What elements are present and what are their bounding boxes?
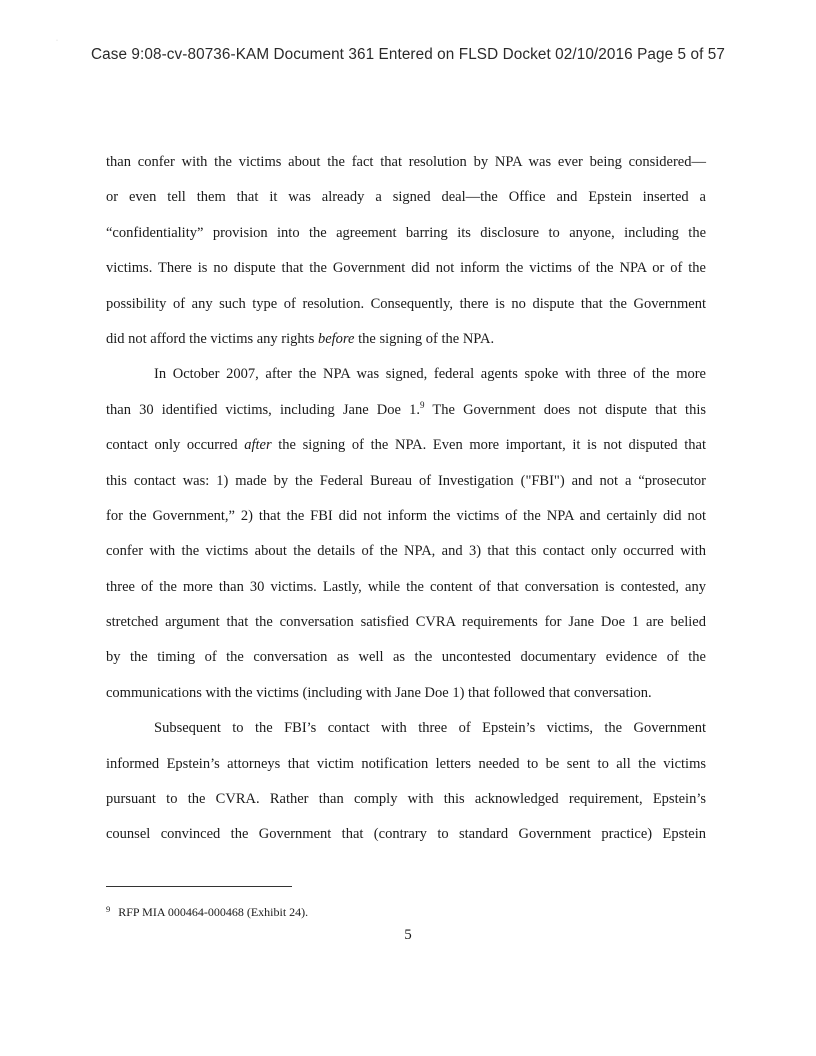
scan-artifact-mark: ·: [56, 38, 58, 44]
text-run: the signing of the NPA. Even more important, it is not disputed that: [271, 437, 707, 454]
paragraph-line: possibility of any such type of resolution. Consequently, there is no dispute that the Government: [106, 295, 706, 312]
paragraph-line: victims. There is no dispute that the Government did not inform the victims of the NPA or of the: [106, 260, 706, 277]
paragraph-line: this contact was: 1) made by the Federal Bureau of Investigation ("FBI") and not a “prosecutor: [106, 472, 706, 489]
paragraph-line: stretched argument that the conversation satisfied CVRA requirements for Jane Doe 1 are belied: [106, 614, 706, 631]
text-run: The Government does not dispute that this: [424, 401, 706, 418]
paragraph-line: informed Epstein’s attorneys that victim notification letters needed to be sent to all the victims: [106, 755, 706, 772]
body-text: [106, 145, 706, 853]
text-run: contact only occurred: [106, 437, 245, 454]
paragraph-line: or even tell them that it was already a signed deal—the Office and Epstein inserted a: [106, 189, 706, 206]
paragraph-line: than confer with the victims about the fact that resolution by NPA was ever being considered—: [106, 154, 706, 170]
paragraph-line: three of the more than 30 victims. Lastly, while the content of that conversation is contested, any: [106, 578, 706, 595]
text-run: than 30 identified victims, including Jane Doe 1.: [106, 401, 420, 418]
footnote-reference[interactable]: 9: [419, 399, 425, 410]
paragraph-line: “confidentiality” provision into the agreement barring its disclosure to anyone, including the: [106, 224, 706, 241]
footnote-number: 9: [106, 904, 111, 914]
docket-header: Case 9:08-cv-80736-KAM Document 361 Entered on FLSD Docket 02/10/2016 Page 5 of 57: [90, 46, 726, 63]
footnote: [106, 904, 308, 920]
paragraph-3: [106, 711, 706, 853]
paragraph-line: confer with the victims about the details of the NPA, and 3) that this contact only occurred with: [106, 543, 706, 560]
paragraph-line: [106, 322, 706, 357]
paragraph-line: for the Government,” 2) that the FBI did not inform the victims of the NPA and certainly did not: [106, 507, 706, 524]
paragraph-line: [106, 428, 706, 463]
footnote-separator: [106, 886, 292, 887]
paragraph-line: pursuant to the CVRA. Rather than comply with this acknowledged requirement, Epstein’s: [106, 791, 706, 808]
paragraph-line: [106, 393, 706, 428]
text-run: the signing of the NPA.: [354, 330, 495, 347]
paragraph-2: [106, 357, 706, 711]
paragraph-line: counsel convinced the Government that (contrary to standard Government practice) Epstein: [106, 826, 706, 843]
paragraph-line: communications with the victims (including with Jane Doe 1) that followed that conversation.: [106, 684, 652, 701]
paragraph-line: In October 2007, after the NPA was signed, federal agents spoke with three of the more: [154, 366, 706, 383]
emphasis-after: after: [244, 437, 272, 454]
paragraph-line: by the timing of the conversation as well as the uncontested documentary evidence of the: [106, 649, 706, 666]
footnote-text: RFP MIA 000464-000468 (Exhibit 24).: [118, 905, 309, 919]
paragraph-1: [106, 145, 706, 357]
page-number: 5: [404, 927, 412, 943]
emphasis-before: before: [317, 330, 355, 347]
paragraph-line: Subsequent to the FBI’s contact with three of Epstein’s victims, the Government: [154, 720, 706, 737]
text-run: did not afford the victims any rights: [106, 330, 318, 347]
